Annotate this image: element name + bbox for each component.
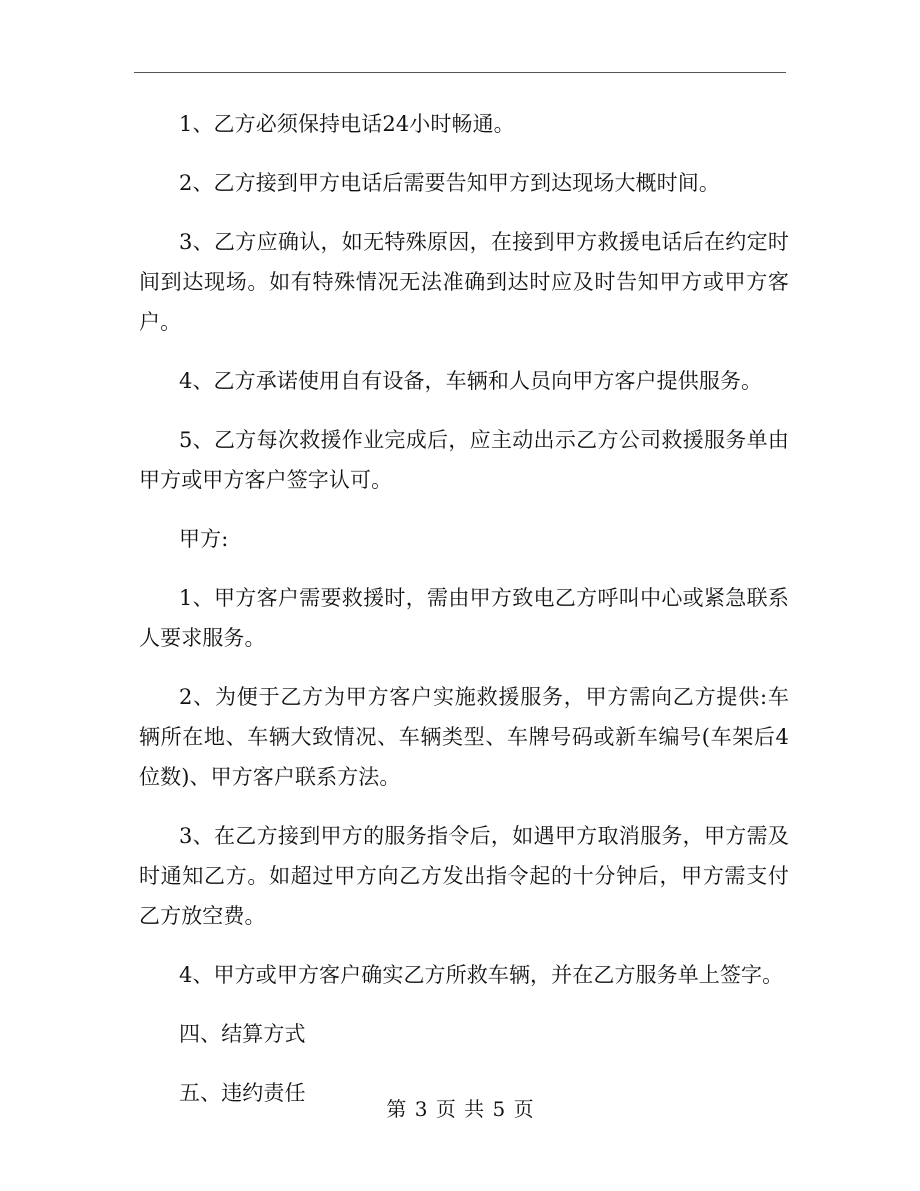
paragraph: 5、乙方每次救援作业完成后，应主动出示乙方公司救援服务单由甲方或甲方客户签字认可。 — [139, 428, 789, 492]
paragraph: 2、乙方接到甲方电话后需要告知甲方到达现场大概时间。 — [179, 171, 720, 195]
paragraph: 4、乙方承诺使用自有设备，车辆和人员向甲方客户提供服务。 — [179, 369, 763, 393]
paragraph: 1、甲方客户需要救援时，需由甲方致电乙方呼叫中心或紧急联系人要求服务。 — [139, 586, 789, 650]
paragraph: 3、乙方应确认，如无特殊原因，在接到甲方救援电话后在约定时间到达现场。如有特殊情况无法准确到达时应及时告知甲方或甲方客户。 — [139, 230, 789, 334]
paragraph: 1、乙方必须保持电话24小时畅通。 — [179, 112, 515, 136]
header-rule — [134, 72, 786, 73]
section-heading: 甲方: — [179, 527, 229, 551]
page-number: 第 3 页 共 5 页 — [386, 1097, 534, 1121]
paragraph: 3、在乙方接到甲方的服务指令后，如遇甲方取消服务，甲方需及时通知乙方。如超过甲方向乙方发出指令起的十分钟后，甲方需支付乙方放空费。 — [139, 824, 789, 928]
paragraph: 4、甲方或甲方客户确实乙方所救车辆，并在乙方服务单上签字。 — [179, 963, 784, 987]
section-heading: 四、结算方式 — [179, 1022, 306, 1046]
document-body — [139, 104, 789, 1132]
section-heading: 五、违约责任 — [179, 1081, 306, 1105]
paragraph: 2、为便于乙方为甲方客户实施救援服务，甲方需向乙方提供:车辆所在地、车辆大致情况、车辆类型、车牌号码或新车编号(车架后4位数)、甲方客户联系方法。 — [139, 685, 789, 789]
